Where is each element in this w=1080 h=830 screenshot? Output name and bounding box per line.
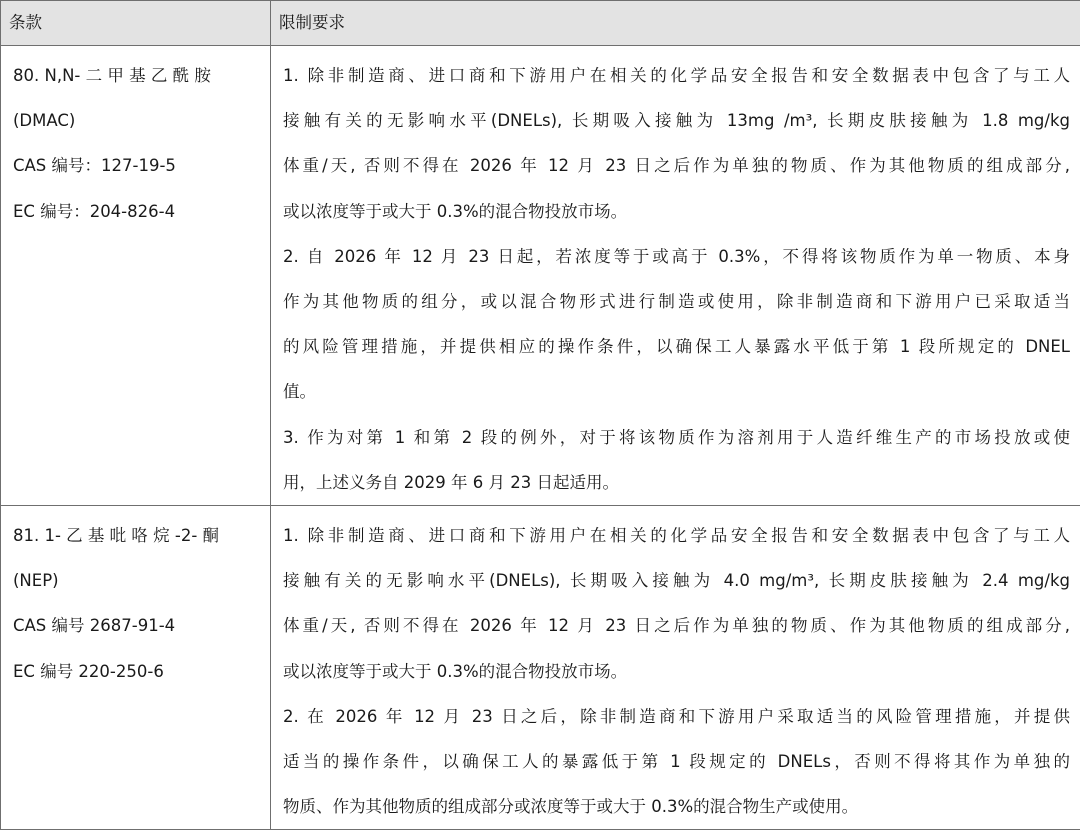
requirement-paragraph: [283, 694, 1070, 830]
clause-line: EC 编号 220-250-6: [13, 649, 262, 694]
requirement-line: 体重/天, 否则不得在 2026 年 12 月 23 日之后作为单独的物质、作为其他物质的组成部分,: [283, 143, 1070, 188]
requirement-line: 接触有关的无影响水平(DNELs), 长期吸入接触为 13mg /m³, 长期皮肤接触为 1.8 mg/kg: [283, 98, 1070, 143]
clause-cell: [1, 506, 271, 830]
requirement-cell: [271, 46, 1080, 506]
clause-line: CAS 编号：127-19-5: [13, 143, 262, 188]
requirement-line: 的风险管理措施，并提供相应的操作条件，以确保工人暴露水平低于第 1 段所规定的 DNEL: [283, 324, 1070, 369]
requirement-paragraph: [283, 415, 1070, 505]
requirement-line: 适当的操作条件，以确保工人的暴露低于第 1 段规定的 DNELs，否则不得将其作为单独的: [283, 739, 1070, 784]
requirement-cell: [271, 506, 1080, 830]
table-row: [1, 46, 1080, 506]
requirement-paragraph: [283, 513, 1070, 694]
clause-line: 80. N,N- 二 甲 基 乙 酰 胺: [13, 53, 262, 98]
requirement-line: 2. 自 2026 年 12 月 23 日起，若浓度等于或高于 0.3%，不得将该物质作为单一物质、本身: [283, 234, 1070, 279]
requirement-line: 或以浓度等于或大于 0.3%的混合物投放市场。: [283, 189, 1070, 234]
requirement-line: 接触有关的无影响水平(DNELs), 长期吸入接触为 4.0 mg/m³, 长期皮肤接触为 2.4 mg/kg: [283, 558, 1070, 603]
requirement-line: 2. 在 2026 年 12 月 23 日之后，除非制造商和下游用户采取适当的风险管理措施，并提供: [283, 694, 1070, 739]
requirement-line: 3. 作为对第 1 和第 2 段的例外，对于将该物质作为溶剂用于人造纤维生产的市场投放或使: [283, 415, 1070, 460]
requirement-line: 或以浓度等于或大于 0.3%的混合物投放市场。: [283, 649, 1070, 694]
requirement-line: 值。: [283, 369, 1070, 414]
requirement-line: 物质、作为其他物质的组成部分或浓度等于或大于 0.3%的混合物生产或使用。: [283, 784, 1070, 829]
clause-line: CAS 编号 2687-91-4: [13, 603, 262, 648]
clause-line: (DMAC): [13, 98, 262, 143]
requirement-line: 1. 除非制造商、进口商和下游用户在相关的化学品安全报告和安全数据表中包含了与工人: [283, 513, 1070, 558]
header-requirements: 限制要求: [271, 1, 1080, 46]
requirement-line: 作为其他物质的组分，或以混合物形式进行制造或使用，除非制造商和下游用户已采取适当: [283, 279, 1070, 324]
clause-cell: [1, 46, 271, 506]
requirement-line: 用，上述义务自 2029 年 6 月 23 日起适用。: [283, 460, 1070, 505]
table-row: [1, 506, 1080, 830]
requirement-line: 体重/天, 否则不得在 2026 年 12 月 23 日之后作为单独的物质、作为其他物质的组成部分,: [283, 603, 1070, 648]
requirement-line: 1. 除非制造商、进口商和下游用户在相关的化学品安全报告和安全数据表中包含了与工人: [283, 53, 1070, 98]
table-header-row: [1, 1, 1080, 46]
header-clause: 条款: [1, 1, 271, 46]
requirement-paragraph: [283, 234, 1070, 415]
clause-line: EC 编号：204-826-4: [13, 189, 262, 234]
clause-line: 81. 1- 乙 基 吡 咯 烷 -2- 酮: [13, 513, 262, 558]
clause-line: (NEP): [13, 558, 262, 603]
requirement-paragraph: [283, 53, 1070, 234]
